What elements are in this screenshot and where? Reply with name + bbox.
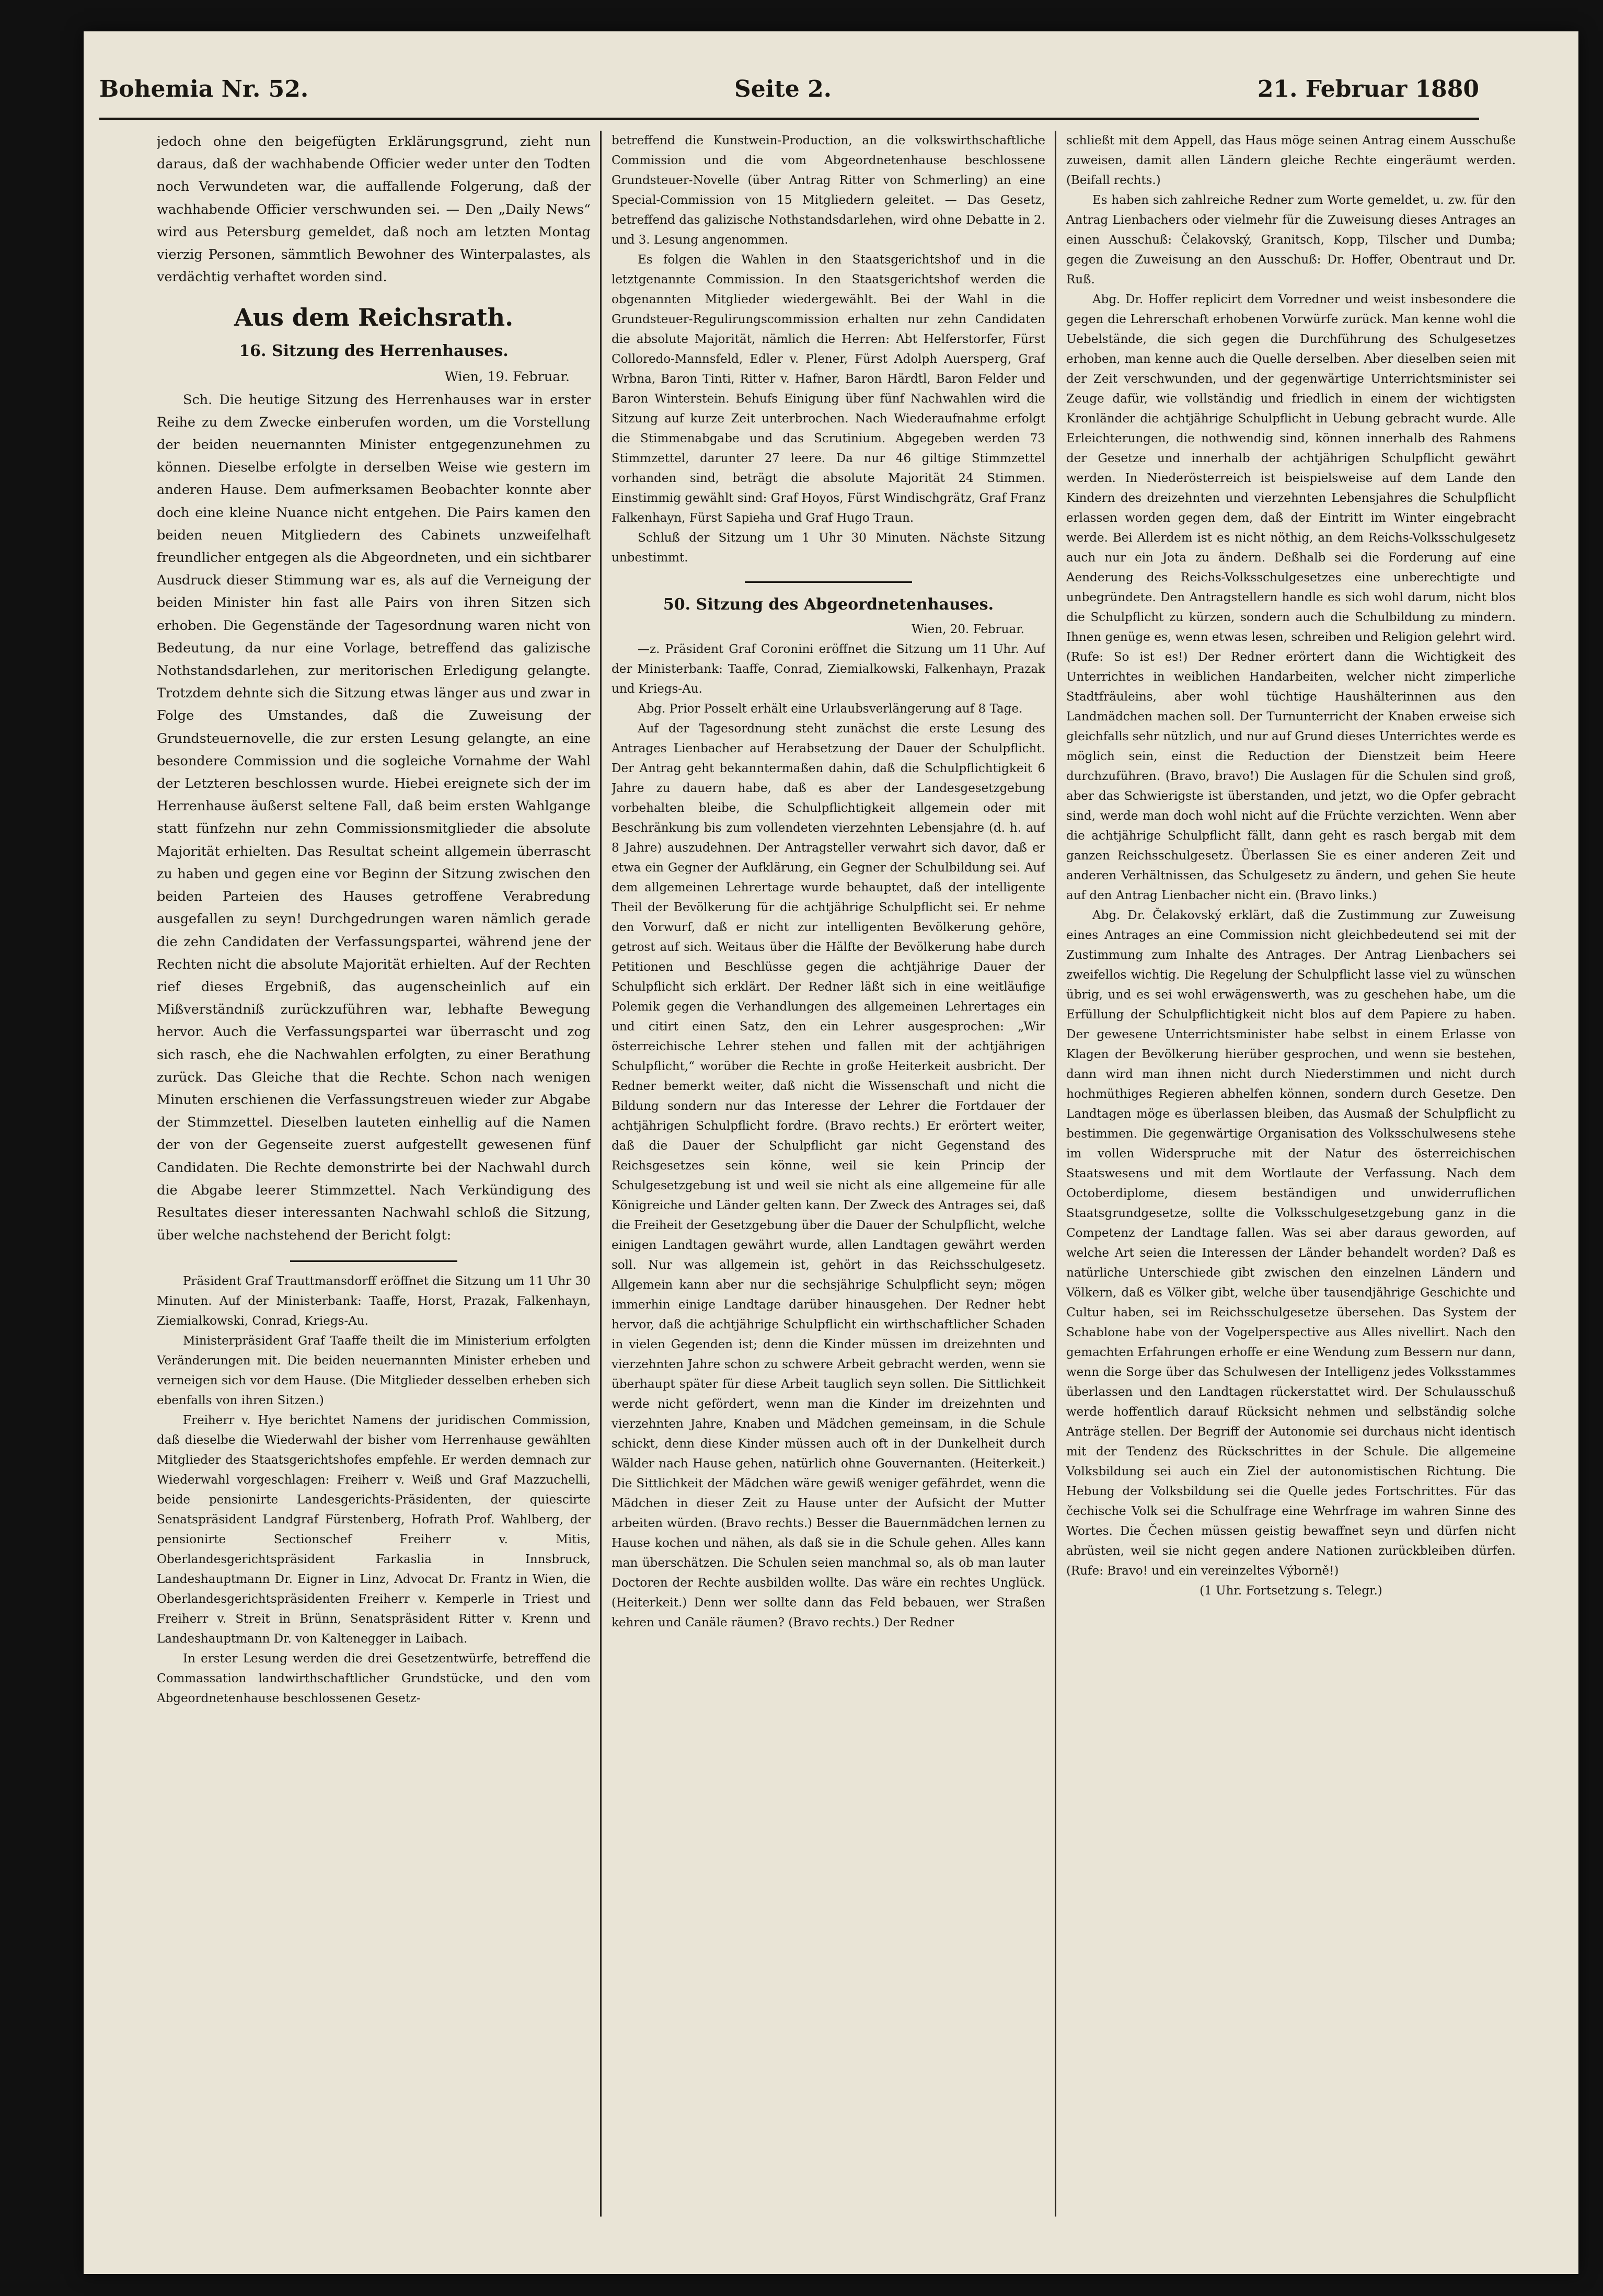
paragraph: jedoch ohne den beigefügten Erklärungsgrund, zieht nun daraus, daß der wachhabende Officier weder unter den Todten noch Verwundeten war, die auffallende Folgerung, daß der wachhabende Officier verschwunden sei. — Den „Daily News“ wird aus Petersburg gemeldet, daß noch am letzten Montag vierzig Personen, sämmtlich Bewohner des Winterpalastes, als verdächtig verhaftet worden sind. <box>157 134 591 285</box>
paragraph: Präsident Graf Trauttmansdorff eröffnet die Sitzung um 11 Uhr 30 Minuten. Auf der Ministerbank: Taaffe, Horst, Prazak, Falkenhayn, Ziemialkowski, Conrad, Kriegs-Au. <box>157 1275 591 1328</box>
header-rule <box>99 118 1479 120</box>
header-masthead: Bohemia Nr. 52. <box>99 75 309 102</box>
separator-rule <box>745 581 912 583</box>
paragraph: Abg. Dr. Čelakovský erklärt, daß die Zustimmung zur Zuweisung eines Antrages an eine Commission nicht gleichbedeutend sei mit der Zustimmung zum Inhalte des Antrages. Der Antrag Lienbachers sei zweifellos wichtig. Die Regelung der Schulpflicht lasse viel zu wünschen übrig, und es sei wohl erwägenswerth, was zu geschehen habe, um die Erfüllung der Schulpflichtigkeit nicht blos auf dem Papiere zu haben. Der gewesene Unterrichtsminister habe selbst in einem Erlasse von Klagen der Bevölkerung hierüber gesprochen, und wenn sie bestehen, dann wird man ihnen nicht durch Niederstimmen und nicht durch hochmüthiges Regieren abhelfen können, sondern durch Gesetze. Den Landtagen möge es überlassen bleiben, das Ausmaß der Schulpflicht zu bestimmen. Die gegenwärtige Organisation des Volksschulwesens stehe im vollen Widerspruche mit der Natur des österreichischen Staatswesens und mit dem Wortlaute der Verfassung. Nach dem Octoberdiplome, diesem beständigen und unwiderruflichen Staatsgrundgesetze, sollte die Volksschulgesetzgebung ganz in die Competenz der Landtage fallen. Was sei aber daraus geworden, auf welche Art seien die Interessen der Länder behandelt worden? Daß es natürliche Unterschiede gibt zwischen den einzelnen Ländern und Völkern, daß es Völker gibt, welche über tausendjährige Geschichte und Cultur haben, sei im Reichsschulgesetze übersehen. Das System der Schablone habe von der Vogelperspective aus Alles nivellirt. Nach den gemachten Erfahrungen erhoffe er eine Wendung zum Bessern nur dann, wenn die Sorge über das Schulwesen der Intelligenz jedes Volksstammes überlassen und den Landtagen rückerstattet wird. Der Schulausschuß werde hoffentlich darauf Rücksicht nehmen und selbständig solche Anträge stellen. Der Begriff der Autonomie sei durchaus nicht identisch mit der Tendenz des Rückschrittes in der Schule. Die allgemeine Volksbildung sei auch ein Ziel der autonomistischen Richtung. Die Hebung der Volksbildung sei die Quelle jedes Fortschrittes. Für das čechische Volk sei die Schulfrage eine Wehrfrage im wahren Sinne des Wortes. Die Čechen müssen geistig bewaffnet seyn und dürfen nicht abrüsten, weil sie nicht gegen andere Nationen zurückbleiben dürfen. (Rufe: Bravo! und ein vereinzeltes Výborně!) <box>1066 909 1516 1578</box>
paragraph: Es folgen die Wahlen in den Staatsgerichtshof und in die letztgenannte Commission. In den Staatsgerichtshof werden die obgenannten Mitglieder wiedergewählt. Bei der Wahl in die Grundsteuer-Regulirungscommission erhalten nur zehn Candidaten die absolute Majorität, nämlich die Herren: Abt Helferstorfer, Fürst Colloredo-Mannsfeld, Edler v. Plener, Fürst Adolph Auersperg, Graf Wrbna, Baron Tinti, Ritter v. Hafner, Baron Härdtl, Baron Felder und Baron Winterstein. Behufs Einigung über fünf Nachwahlen wird die Sitzung auf kurze Zeit unterbrochen. Nach Wiederaufnahme erfolgt die Stimmenabgabe und das Scrutinium. Abgegeben werden 73 Stimmzettel, darunter 27 leere. Da nur 46 giltige Stimmzettel vorhanden sind, beträgt die absolute Majorität 24 Stimmen. Einstimmig gewählt sind: Graf Hoyos, Fürst Windischgrätz, Graf Franz Falkenhayn, Fürst Sapieha und Graf Hugo Traun. <box>612 253 1045 525</box>
paragraph: Es haben sich zahlreiche Redner zum Worte gemeldet, u. zw. für den Antrag Lienbachers oder vielmehr für die Zuweisung dieses Antrages an einen Ausschuß: Čelakovský, Granitsch, Kopp, Tilscher und Dumba; gegen die Zuweisung an den Ausschuß: Dr. Hoffer, Obentraut und Dr. Ruß. <box>1066 193 1516 286</box>
column-3 <box>1066 131 1516 2217</box>
dateline: Wien, 20. Februar. <box>912 623 1024 636</box>
column-2 <box>612 131 1045 2217</box>
paragraph: Sch. Die heutige Sitzung des Herrenhauses war in erster Reihe zu dem Zwecke einberufen worden, um die Vorstellung der beiden neuernannten Minister entgegenzunehmen zu können. Dieselbe erfolgte in derselben Weise wie gestern im anderen Hause. Dem aufmerksamen Beobachter konnte aber doch eine kleine Nuance nicht entgehen. Die Pairs kamen den beiden neuen Mitgliedern des Cabinets unzweifelhaft freundlicher entgegen als die Abgeordneten, und ein sichtbarer Ausdruck dieser Stimmung war es, als auf die Verneigung der beiden Minister hin fast alle Pairs von ihren Sitzen sich erhoben. Die Gegenstände der Tagesordnung waren nicht von Bedeutung, da nur eine Vorlage, betreffend das galizische Nothstandsdarlehen, zur meritorischen Erledigung gelangte. Trotzdem dehnte sich die Sitzung etwas länger aus und zwar in Folge des Umstandes, daß die Zuweisung der Grundsteuernovelle, die zur ersten Lesung gelangte, an eine besondere Commission und die sogleiche Vornahme der Wahl der Letzteren beschlossen wurde. Hiebei ereignete sich der im Herrenhause äußerst seltene Fall, daß beim ersten Wahlgange statt fünfzehn nur zehn Commissionsmitglieder die absolute Majorität erhielten. Das Resultat scheint allgemein überrascht zu haben und gegen eine vor Beginn der Sitzung zwischen den beiden Parteien des Hauses getroffene Verabredung ausgefallen zu seyn! Durchgedrungen waren nämlich gerade die zehn Candidaten der Verfassungspartei, während jene der Rechten nicht die absolute Majorität erhielten. Auf der Rechten rief dieses Ergebniß, das augenscheinlich auf ein Mißverständniß zurückzuführen war, lebhafte Bewegung hervor. Auch die Verfassungspartei war überrascht und zog sich rasch, ehe die Nachwahlen erfolgten, zu einer Berathung zurück. Das Gleiche that die Rechte. Schon nach wenigen Minuten erschienen die Verfassungstreuen wieder zur Abgabe der Stimmzettel. Dieselben lauteten einhellig auf die Namen der von der Gegenseite zuerst aufgestellt gewesenen fünf Candidaten. Die Rechte demonstrirte bei der Nachwahl durch die Abgabe leerer Stimmzettel. Nach Verkündigung des Resultates dieser interessanten Nachwahl schloß die Sitzung, über welche nachstehend der Bericht folgt: <box>157 392 591 1244</box>
separator-rule <box>290 1260 457 1262</box>
column-divider-2 <box>1055 131 1056 2217</box>
paragraph: In erster Lesung werden die drei Gesetzentwürfe, betreffend die Commassation landwirthschaftlicher Grundstücke, und den vom Abgeordnetenhause beschlossenen Gesetz- <box>157 1652 591 1706</box>
session-heading: 50. Sitzung des Abgeordnetenhauses. <box>663 595 994 614</box>
section-heading: Aus dem Reichsrath. <box>234 303 514 332</box>
column-divider-1 <box>600 131 602 2217</box>
dateline: Wien, 19. Februar. <box>444 369 570 385</box>
paragraph: Schluß der Sitzung um 1 Uhr 30 Minuten. Nächste Sitzung unbestimmt. <box>612 531 1045 565</box>
header-date: 21. Februar 1880 <box>1257 75 1479 102</box>
paragraph: Freiherr v. Hye berichtet Namens der juridischen Commission, daß dieselbe die Wiederwahl der bisher vom Herrenhause gewählten Mitglieder des Staatsgerichtshofes empfehle. Er werden demnach zur Wiederwahl vorgeschlagen: Freiherr v. Weiß und Graf Mazzuchelli, beide pensionirte Landesgerichts-Präsidenten, der quiescirte Senatspräsident Landgraf Fürstenberg, Hofrath Prof. Wahlberg, der pensionirte Sectionschef Freiherr v. Mitis, Oberlandesgerichtspräsident Farkaslia in Innsbruck, Landeshauptmann Dr. Eigner in Linz, Advocat Dr. Frantz in Wien, die Oberlandesgerichtspräsidenten Freiherr v. Kemperle in Triest und Freiherr v. Streit in Brünn, Senatspräsident Ritter v. Krenn und Landeshauptmann Dr. von Kaltenegger in Laibach. <box>157 1414 591 1646</box>
column-1 <box>157 131 591 2217</box>
paragraph: —z. Präsident Graf Coronini eröffnet die Sitzung um 11 Uhr. Auf der Ministerbank: Taaffe, Conrad, Ziemialkowski, Falkenhayn, Prazak und Kriegs-Au. <box>612 642 1045 696</box>
session-heading: 16. Sitzung des Herrenhauses. <box>239 342 509 361</box>
paragraph: Abg. Dr. Hoffer replicirt dem Vorredner und weist insbesondere die gegen die Lehrerschaft erhobenen Vorwürfe zurück. Man kenne wohl die Uebelstände, die sich gegen die Durchführung des Schulgesetzes erhoben, man kenne auch die Quelle derselben. Aber dieselben seien mit der Zeit verschwunden, und der gegenwärtige Unterrichtsminister sei Zeuge dafür, wie vollständig und friedlich in einem der wichtigsten Kronländer die achtjährige Schulpflicht in Uebung gebracht wurde. Alle Erleichterungen, die nothwendig sind, können innerhalb des Rahmens der Gesetze und innerhalb der achtjährigen Schulpflicht gewährt werden. In Niederösterreich ist beispielsweise auf dem Lande den Kindern des dreizehnten und vierzehnten Lebensjahres die Schulpflicht erlassen worden gegen dem, daß der Eintritt im Winter eingebracht werde. Bei Allerdem ist es nicht nöthig, an dem Reichs-Volksschulgesetz auch nur ein Jota zu ändern. Deßhalb sei die Forderung auf eine Aenderung des Reichs-Volksschulgesetzes eine unberechtigte und unbegründete. Den Antragstellern handle es sich wohl darum, nicht blos die Schulpflicht zu kürzen, sondern auch die Schulbildung zu mindern. Ihnen genüge es, wenn etwas lesen, schreiben und Religion gelehrt wird. (Rufe: So ist es!) Der Redner erörtert dann die Wichtigkeit des Unterrichtes in weiblichen Handarbeiten, welcher nicht zimperliche Stadtfräuleins, aber wohl tüchtige Haushälterinnen aus den Landmädchen machen soll. Der Turnunterricht der Knaben erweise sich gleichfalls sehr nützlich, und nur auf Grund dieses Unterrichtes werde es möglich sein, einst die Reduction der Dienstzeit beim Heere durchzuführen. (Bravo, bravo!) Die Auslagen für die Schulen sind groß, aber das Schwierigste ist überstanden, und jetzt, wo die Opfer gebracht sind, werde man doch wohl nicht auf die Früchte verzichten. Wenn aber die achtjährige Schulpflicht fällt, dann geht es rasch bergab mit dem ganzen Reichsschulgesetz. Überlassen Sie es einer anderen Zeit und anderen Verhältnissen, das Schulgesetz zu ändern, und gehen Sie heute auf den Antrag Lienbacher nicht ein. (Bravo links.) <box>1066 293 1516 902</box>
closing-note: (1 Uhr. Fortsetzung s. Telegr.) <box>1200 1584 1382 1598</box>
page-header <box>99 68 1479 110</box>
paragraph: schließt mit dem Appell, das Haus möge seinen Antrag einem Ausschuße zuweisen, damit allen Ländern gleiche Rechte eingeräumt werden. (Beifall rechts.) <box>1066 134 1516 187</box>
paragraph: Abg. Prior Posselt erhält eine Urlaubsverlängerung auf 8 Tage. <box>638 702 1023 716</box>
paragraph: Auf der Tagesordnung steht zunächst die erste Lesung des Antrages Lienbacher auf Herabsetzung der Dauer der Schulpflicht. Der Antrag geht bekanntermaßen dahin, daß die Schulpflichtigkeit 6 Jahre zu dauern habe, daß es aber der Landesgesetzgebung vorbehalten bleibe, die Schulpflichtigkeit allgemein oder mit Beschränkung bis zum vollendeten vierzehnten Lebensjahre (d. h. auf 8 Jahre) auszudehnen. Der Antragsteller verwahrt sich davor, daß er etwa ein Gegner der Aufklärung, ein Gegner der Schulbildung sei. Auf dem allgemeinen Lehrertage wurde behauptet, daß der intelligente Theil der Bevölkerung für die achtjährige Schulpflicht sei. Er nehme den Vorwurf, daß er nicht zur intelligenten Bevölkerung gehöre, getrost auf sich. Weitaus über die Hälfte der Bevölkerung habe durch Petitionen und Beschlüsse gegen die achtjährige Dauer der Schulpflicht sich erklärt. Der Redner läßt sich in eine weitläufige Polemik gegen die Verhandlungen des allgemeinen Lehrertages ein und citirt einen Satz, den ein Lehrer ausgesprochen: „Wir österreichische Lehrer stehen und fallen mit der achtjährigen Schulpflicht,“ worüber die Rechte in große Heiterkeit ausbricht. Der Redner bemerkt weiter, daß nicht die Wissenschaft und nicht die Bildung sondern nur das Interesse der Lehrer die Fortdauer der achtjährigen Schulpflicht fordre. (Bravo rechts.) Er erörtert weiter, daß die Dauer der Schulpflicht gar nicht Gegenstand des Reichsgesetzes sein könne, weil sie kein Princip der Schulgesetzgebung ist und weil sie nicht als eine allgemeine für alle Königreiche und Länder gelten kann. Der Zweck des Antrages sei, daß die Freiheit der Gesetzgebung über die Dauer der Schulpflicht, welche einigen Landtagen gewährt wurde, allen Landtagen gewährt werden soll. Nur was allgemein ist, gehört in das Reichsschulgesetz. Allgemein kann aber nur die sechsjährige Schulpflicht seyn; mögen immerhin einige Landtage darüber hinausgehen. Der Redner hebt hervor, daß die achtjährige Schulpflicht ein wirthschaftlicher Schaden in vielen Gegenden ist; denn die Kinder müssen im dreizehnten und vierzehnten Jahre schon zu schwere Arbeit gebracht werden, wenn sie überhaupt später für diese Arbeit tauglich seyn sollen. Die Sittlichkeit werde nicht gefördert, wenn man die Kinder im dreizehnten und vierzehnten Jahre, Knaben und Mädchen gemeinsam, in die Schule schickt, denn diese Kinder müssen auch oft in der Dunkelheit durch Wälder nach Hause gehen, natürlich ohne Gouvernanten. (Heiterkeit.) Die Sittlichkeit der Mädchen wäre gewiß weniger gefährdet, wenn die Mädchen in dieser Zeit zu Hause unter der Aufsicht der Mutter arbeiten würden. (Bravo rechts.) Besser die Bauernmädchen lernen zu Hause kochen und nähen, als daß sie in die Schule gehen. Alles kann man überschätzen. Die Schulen seien manchmal so, als ob man lauter Doctoren der Rechte ausbilden wollte. Das wäre ein rechtes Unglück. (Heiterkeit.) Denn wer sollte dann das Feld bebauen, wer Straßen kehren und Canäle räumen? (Bravo rechts.) Der Redner <box>612 722 1045 1629</box>
paragraph: betreffend die Kunstwein-Production, an die volkswirthschaftliche Commission und die vom Abgeordnetenhause beschlossene Grundsteuer-Novelle (über Antrag Ritter von Schmerling) an eine Special-Commission von 15 Mitgliedern geleitet. — Das Gesetz, betreffend das galizische Nothstandsdarlehen, wird ohne Debatte in 2. und 3. Lesung angenommen. <box>612 134 1045 247</box>
header-page-number: Seite 2. <box>734 75 832 102</box>
paragraph: Ministerpräsident Graf Taaffe theilt die im Ministerium erfolgten Veränderungen mit. Die beiden neuernannten Minister erheben und verneigen sich vor dem Hause. (Die Mitglieder desselben erheben sich ebenfalls von ihren Sitzen.) <box>157 1334 591 1408</box>
